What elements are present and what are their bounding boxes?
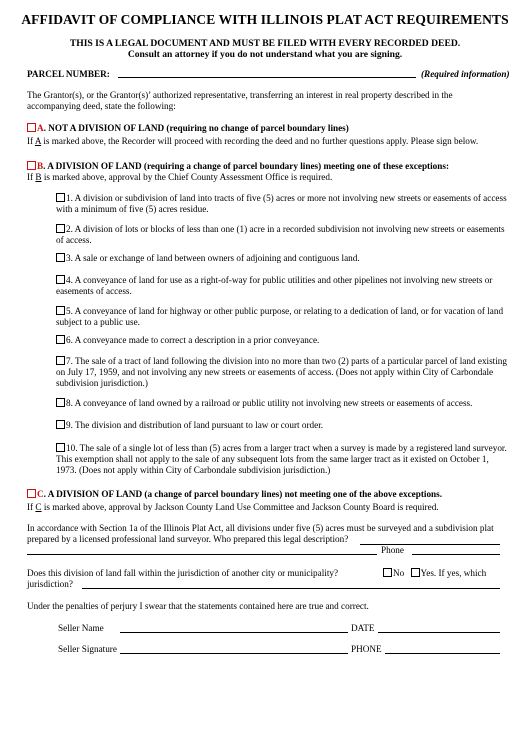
jurisdiction-field[interactable] xyxy=(82,588,500,589)
exception-3-number: 3 xyxy=(66,253,71,263)
exception-7-checkbox[interactable] xyxy=(56,356,65,365)
exception-6-checkbox[interactable] xyxy=(56,335,65,344)
exception-item-2 xyxy=(56,224,508,246)
jurisdiction-question: Does this division of land fall within the jurisdiction of another city or municipality? xyxy=(27,568,339,578)
jurisdiction-yes-label: Yes. xyxy=(420,568,437,578)
section-c-note-letter: C xyxy=(35,502,42,512)
exception-5-number: 5 xyxy=(66,306,71,316)
seller-name-field[interactable] xyxy=(120,632,348,633)
legal-notice: THIS IS A LEGAL DOCUMENT AND MUST BE FILED WITH EVERY RECORDED DEED. xyxy=(69,38,461,49)
jurisdiction-options xyxy=(383,568,486,579)
section-c-title: . A DIVISION OF LAND (a change of parcel boundary lines) not meeting one of the above exceptions. xyxy=(43,489,443,499)
exception-2-checkbox[interactable] xyxy=(56,224,65,233)
jurisdiction-label: jurisdiction? xyxy=(27,579,73,589)
section-b-note-pre: If xyxy=(27,172,36,182)
exception-5-text: . A conveyance of land for highway or other public purpose, or relating to a dedication of land, or for vacation of land subject to a public use. xyxy=(56,306,504,327)
surveyor-name-field-cont[interactable] xyxy=(27,554,377,555)
parcel-number-field[interactable] xyxy=(118,77,416,78)
exception-item-1 xyxy=(56,193,508,215)
exception-2-text: . A division of lots or blocks of less than one (1) acre in a recorded subdivision not involving new streets or easements of access. xyxy=(56,224,505,245)
exception-item-3 xyxy=(56,253,508,264)
jurisdiction-yes-checkbox[interactable] xyxy=(411,568,420,577)
section-c-checkbox[interactable] xyxy=(27,489,36,498)
exception-10-text: . The sale of a single lot of less than (5) acres from a larger tract when a survey is made by a registered land surveyor. This exemption shall not apply to the sale of any subsequent lots from the same larger tract as it existed on October 1, 1973. (Does not apply within City of Carbondale subdivision jurisdiction.) xyxy=(56,443,507,475)
jurisdiction-no-label: No xyxy=(393,568,405,578)
exception-10-number: 10 xyxy=(66,443,76,453)
exception-6-number: 6 xyxy=(66,335,71,345)
section-a-note-post: is marked above, the Recorder will proceed with recording the deed and no further questions apply. Please sign below. xyxy=(41,136,479,146)
jurisdiction-which-label: If yes, which xyxy=(436,568,487,578)
exception-item-7 xyxy=(56,356,508,389)
exception-item-6 xyxy=(56,335,508,346)
section-b-checkbox[interactable] xyxy=(27,161,36,170)
exception-9-number: 9 xyxy=(66,420,71,430)
date-label: DATE xyxy=(351,623,375,633)
exception-9-checkbox[interactable] xyxy=(56,420,65,429)
exception-8-text: . A conveyance of land owned by a railroad or public utility not involving new streets or easements of access. xyxy=(70,398,473,408)
section-c-heading xyxy=(27,489,442,500)
exception-7-text: . The sale of a tract of land following the division into no more than two (2) parts of a particular parcel of land existing on July 17, 1959, and not involving any new streets or easements of access. (Does not apply within City of Carbondale subdivision jurisdiction.) xyxy=(56,356,507,388)
seller-signature-label: Seller Signature xyxy=(58,644,117,654)
exception-4-text: . A conveyance of land for use as a right-of-way for public utilities and other pipelines not involving new streets or easements of access. xyxy=(56,275,493,296)
seller-name-label: Seller Name xyxy=(58,623,104,633)
section-c-note-post: is marked above, approval by Jackson County Land Use Committee and Jackson County Board is required. xyxy=(41,502,439,512)
section-a-note-pre: If xyxy=(27,136,35,146)
exception-4-checkbox[interactable] xyxy=(56,275,65,284)
exception-item-10 xyxy=(56,443,508,476)
exception-9-text: . The division and distribution of land pursuant to law or court order. xyxy=(70,420,324,430)
seller-phone-field[interactable] xyxy=(385,653,500,654)
intro-text: The Grantor(s), or the Grantor(s)’ authorized representative, transferring an interest in real property described in the accompanying deed, state the following: xyxy=(27,90,453,111)
section-a-checkbox[interactable] xyxy=(27,123,36,132)
section-c-letter: C xyxy=(37,489,44,499)
exception-1-number: 1 xyxy=(66,193,71,203)
page-title: AFFIDAVIT OF COMPLIANCE WITH ILLINOIS PLAT ACT REQUIREMENTS xyxy=(21,12,509,27)
exception-1-checkbox[interactable] xyxy=(56,193,65,202)
section-c-note xyxy=(27,502,517,513)
exception-item-8 xyxy=(56,398,508,409)
survey-question: In accordance with Section 1a of the Illinois Plat Act, all divisions under five (5) acres must be surveyed and a subdivision plat prepared by a licensed professional land surveyor. Who prepared this legal description? xyxy=(27,523,494,544)
exception-4-number: 4 xyxy=(66,275,71,285)
exception-1-text: . A division or subdivision of land into tracts of five (5) acres or more not involving new streets or easements of access with a minimum of five (5) acres residue. xyxy=(56,193,507,214)
section-b-letter: B xyxy=(37,161,44,171)
parcel-number-label: PARCEL NUMBER: xyxy=(27,69,110,79)
date-field[interactable] xyxy=(378,632,500,633)
exception-item-4 xyxy=(56,275,508,297)
required-info-note: (Required information) xyxy=(421,69,510,79)
seller-signature-field[interactable] xyxy=(120,653,348,654)
jurisdiction-no-checkbox[interactable] xyxy=(383,568,392,577)
section-b-title: . A DIVISION OF LAND (requiring a change of parcel boundary lines) meeting one of these exceptions: xyxy=(43,161,450,171)
surveyor-phone-field[interactable] xyxy=(412,554,500,555)
exception-8-number: 8 xyxy=(66,398,71,408)
section-a-letter: A xyxy=(37,123,44,133)
phone-label: Phone xyxy=(381,545,404,555)
section-a-note-letter: A xyxy=(34,136,42,146)
exception-3-checkbox[interactable] xyxy=(56,253,65,262)
section-b-heading xyxy=(27,161,449,172)
section-b-note xyxy=(27,172,517,183)
exception-3-text: . A sale or exchange of land between owners of adjoining and contiguous land. xyxy=(70,253,360,263)
section-b-note-letter: B xyxy=(35,172,42,182)
exception-8-checkbox[interactable] xyxy=(56,398,65,407)
exception-item-5 xyxy=(56,306,508,328)
perjury-statement: Under the penalties of perjury I swear that the statements contained here are true and correct. xyxy=(27,601,369,611)
section-b-note-post: is marked above, approval by the Chief County Assessment Office is required. xyxy=(41,172,333,182)
exception-6-text: . A conveyance made to correct a description in a prior conveyance. xyxy=(70,335,320,345)
attorney-notice: Consult an attorney if you do not understand what you are signing. xyxy=(127,49,403,60)
seller-phone-label: PHONE xyxy=(351,644,382,654)
exception-item-9 xyxy=(56,420,508,431)
section-c-note-pre: If xyxy=(27,502,36,512)
exception-7-number: 7 xyxy=(66,356,71,366)
section-a-note xyxy=(27,136,517,147)
section-a-heading xyxy=(27,123,349,134)
exception-2-number: 2 xyxy=(66,224,71,234)
exception-10-checkbox[interactable] xyxy=(56,443,65,452)
exception-5-checkbox[interactable] xyxy=(56,306,65,315)
section-a-title: . NOT A DIVISION OF LAND (requiring no change of parcel boundary lines) xyxy=(43,123,349,133)
